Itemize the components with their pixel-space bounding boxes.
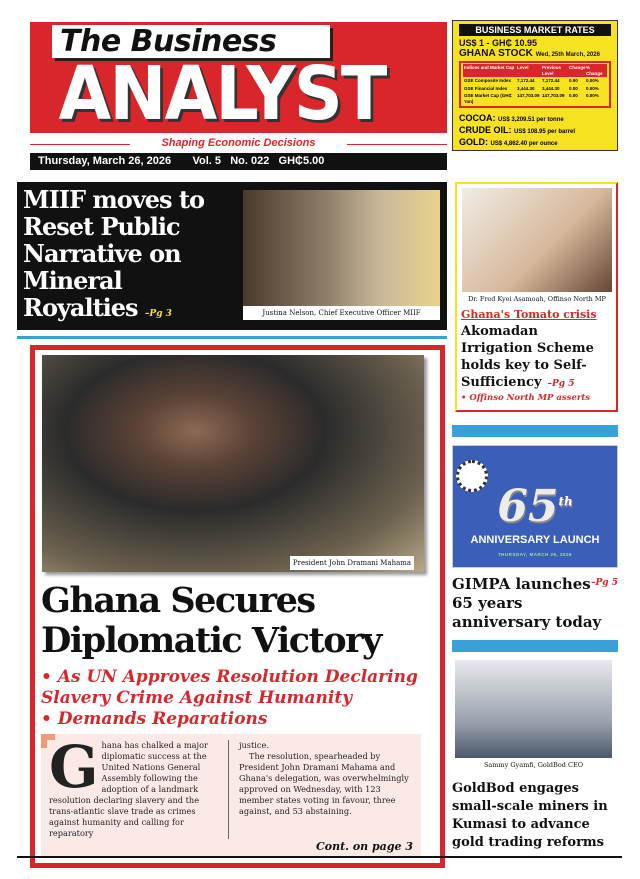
td: 147,703.09 (517, 93, 540, 98)
bottom-rule (17, 856, 622, 858)
td: 0.00% (586, 85, 599, 91)
lead-body (41, 734, 421, 857)
gimpa-headline[interactable]: GIMPA launches 65 years anniversary today (452, 575, 602, 631)
issue-date: Thursday, March 26, 2026 (38, 155, 172, 167)
ordinal: th (558, 494, 573, 509)
volume: Vol. 5 (192, 155, 222, 167)
body-text: hana has chalked a major diplomatic success at the United Nations General Assembly following the adoption of a landmark resolution declaring slavery and the trans-atlantic slave trade as crimes against humanity and calling for reparatory (49, 740, 208, 838)
continued-link[interactable]: Cont. on page 3 (316, 840, 413, 853)
td: 7,172.44 (542, 78, 560, 83)
date-bar (30, 153, 447, 170)
table-row (463, 85, 607, 93)
masthead-the-business: The Business (52, 25, 330, 58)
commodity-crude: CRUDE OIL: US$ 108.95 per barrel (459, 125, 576, 135)
td: GSE Financial Index (464, 85, 508, 91)
price: GH₵5.00 (278, 155, 325, 167)
miif-headline[interactable]: MIIF moves to Reset Public Narrative on Mineral Royalties (23, 185, 204, 322)
td: 147,703.09 (542, 93, 565, 98)
president-photo (42, 355, 424, 572)
page-ref: –Pg 5 (591, 578, 618, 588)
table-row (463, 92, 607, 105)
fx-rate: US$ 1 - GH₵ 10.95 (459, 38, 538, 48)
divider (452, 640, 618, 652)
td: 0.00% (586, 78, 599, 83)
anniversary-number: 65 (497, 481, 559, 532)
market-title: BUSINESS MARKET RATES (459, 24, 611, 36)
divider (17, 336, 447, 339)
td: 0.00 (569, 78, 578, 83)
page-ref: –Pg 3 (144, 309, 172, 319)
market-rates-box (452, 20, 618, 151)
banner-date: THURSDAY, MARCH 26, 2026 (497, 552, 573, 557)
miif-photo (243, 190, 440, 306)
kicker: Ghana's Tomato crisis (461, 308, 597, 321)
th: Level (517, 65, 529, 70)
decorative-corner (41, 734, 55, 748)
stock-date: Wed, 25th March, 2026 (535, 52, 600, 58)
lead-bullet: • As UN Approves Resolution Declaring Slavery Crime Against Humanity (41, 667, 418, 708)
commodity-gold: GOLD: US$ 4,862.40 per ounce (459, 137, 558, 147)
tomato-bullet: • Offinso North MP asserts (461, 393, 591, 403)
masthead (30, 22, 447, 137)
mp-photo (462, 188, 612, 303)
stock-table (459, 61, 611, 108)
gimpa-banner (452, 445, 618, 568)
td: GSE Market Cap (GH₵ 'mn) (464, 93, 512, 104)
td: 0.00 (569, 93, 578, 98)
commodity-cocoa: COCOA: US$ 3,209.51 per tonne (459, 113, 564, 123)
drop-cap: G (49, 733, 99, 801)
tagline: Shaping Economic Decisions (30, 137, 447, 151)
td: 0.00 (569, 85, 578, 91)
tomato-headline[interactable]: Akomadan Irrigation Scheme holds key to Self-Sufficiency (461, 324, 594, 390)
th: Change (569, 65, 586, 70)
body-text: The resolution, spearheaded by President John Dramani Mahama and Ghana's delegation, was overwhelmingly approved on Wednesday, with 123 member states voting in favour, three against, and 53 abstaining. (239, 751, 409, 816)
body-column (49, 733, 229, 839)
tomato-story[interactable] (455, 182, 618, 412)
td: 3,444.30 (542, 85, 560, 91)
th: Indices and Market Cap (464, 65, 515, 70)
goldbod-headline[interactable]: GoldBod engages small-scale miners in Kumasi to advance gold trading reforms (452, 781, 608, 850)
body-text: justice. (239, 740, 269, 750)
lead-story[interactable] (30, 345, 445, 868)
body-column (229, 740, 409, 839)
page-ref: –Pg 5 (547, 379, 575, 389)
mp-caption: Dr. Fred Kyei Asamoah, Offinso North MP (462, 292, 612, 306)
th: % Change (586, 65, 603, 76)
masthead-analyst: ANALYST (58, 51, 386, 137)
td: 3,444.30 (517, 85, 535, 91)
president-caption: President John Dramani Mahama (290, 556, 414, 570)
table-row (463, 77, 607, 85)
stock-label: GHANA STOCK (459, 48, 533, 59)
td: 0.00% (586, 93, 599, 98)
miif-caption: Justina Nelson, Chief Executive Officer MIIF (243, 306, 440, 320)
td: 7,172.44 (517, 78, 535, 83)
goldbod-caption: Sammy Gyamfi, GoldBod CEO (455, 758, 612, 772)
lead-headline[interactable]: Ghana Secures Diplomatic Victory (41, 580, 381, 661)
th: Previous Level (542, 65, 562, 76)
lead-bullet: • Demands Reparations (41, 709, 268, 729)
goldbod-photo (455, 660, 612, 772)
miif-story[interactable] (17, 182, 447, 330)
divider (452, 425, 618, 437)
issue-number: No. 022 (230, 155, 270, 167)
td: GSE Composite Index (464, 78, 512, 83)
anniversary-launch: ANNIVERSARY LAUNCH (470, 534, 600, 546)
